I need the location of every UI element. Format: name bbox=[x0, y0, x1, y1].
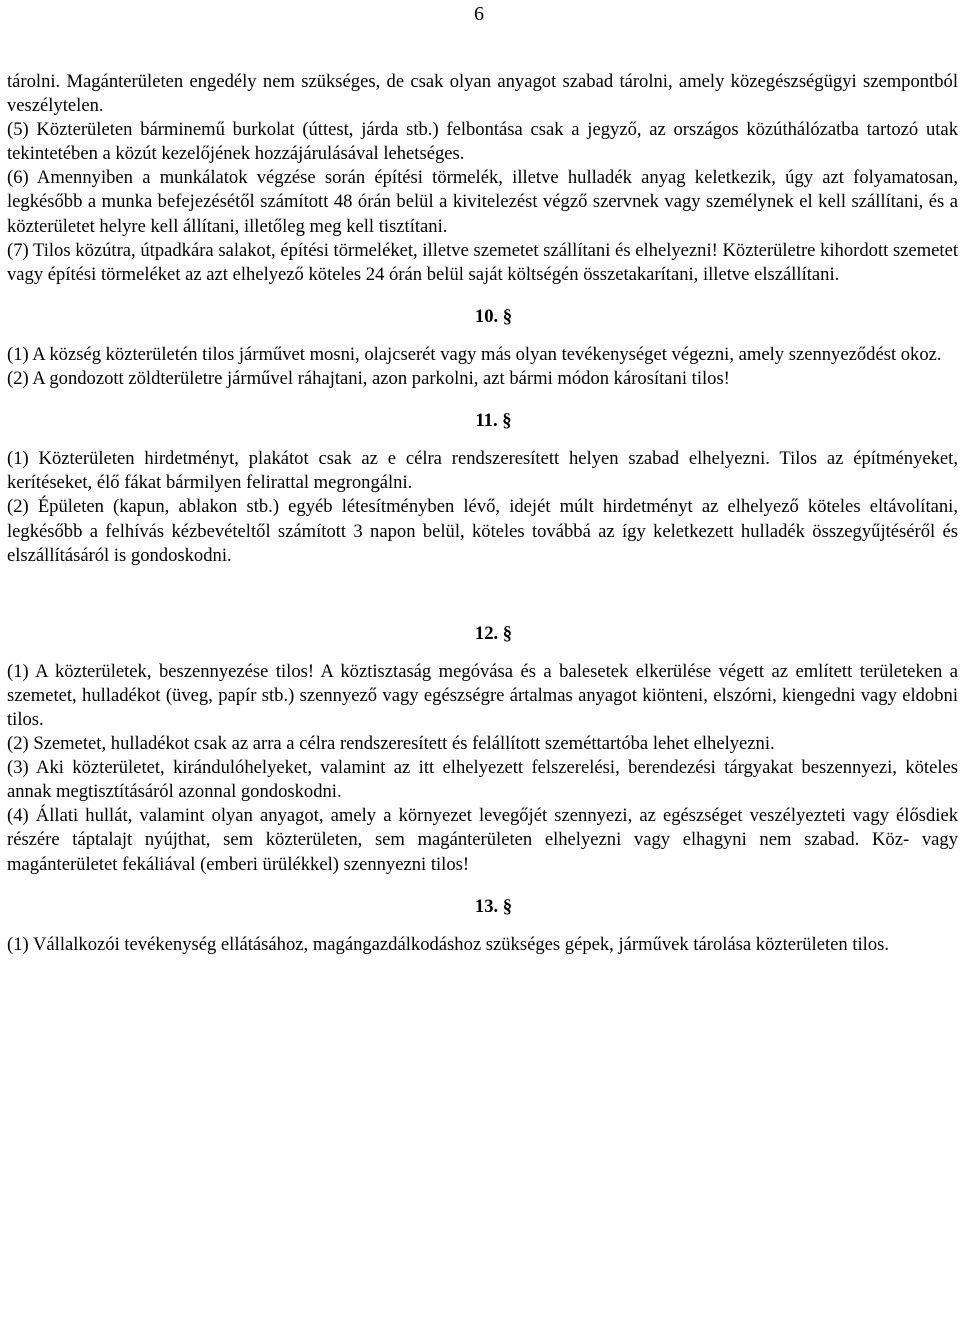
paragraph-continuation: tárolni. Magánterületen engedély nem szükséges, de csak olyan anyagot szabad tárolni, amely közegészségügyi szempontból veszélytelen. bbox=[7, 71, 958, 117]
section-symbol: § bbox=[502, 622, 513, 644]
paragraph-12-2: (2) Szemetet, hulladékot csak az arra a célra rendszeresített és felállított szeméttartóba lehet elhelyezni. bbox=[7, 733, 775, 755]
section-number: 12. bbox=[474, 622, 499, 644]
paragraph-9-7: (7) Tilos közútra, útpadkára salakot, építési törmeléket, illetve szemetet szállítani és elhelyezni! Közterületre kihordott szemetet vagy építési törmeléket az azt elhelyező köteles 24 órán belül saját költségén összetakarítani, illetve elszállítani. bbox=[7, 239, 958, 285]
document-body bbox=[7, 70, 958, 957]
paragraph-10-1: (1) A község közterületén tilos járművet mosni, olajcserét vagy más olyan tevékenységet végezni, amely szennyeződést okoz. bbox=[7, 343, 942, 365]
page-number: 6 bbox=[474, 3, 484, 25]
section-number: 13. bbox=[474, 895, 499, 917]
section-heading-13 bbox=[7, 895, 958, 919]
paragraph-10-2: (2) A gondozott zöldterületre járművel ráhajtani, azon parkolni, azt bármi módon károsítani tilos! bbox=[7, 368, 730, 390]
section-symbol: § bbox=[502, 410, 512, 432]
section-heading-10 bbox=[7, 305, 958, 329]
section-heading-12 bbox=[7, 622, 958, 646]
section-number: 10. bbox=[474, 305, 499, 327]
paragraph-12-3: (3) Aki közterületet, kirándulóhelyeket, valamint az itt elhelyezett felszerelési, berendezési tárgyakat beszennyezi, köteles annak megtisztításáról azonnal gondoskodni. bbox=[7, 757, 958, 803]
paragraph-11-1: (1) Közterületen hirdetményt, plakátot csak az e célra rendszeresített helyen szabad elhelyezni. Tilos az építményeket, kerítéseket, élő fákat bármilyen felirattal megrongálni. bbox=[7, 448, 958, 494]
section-heading-11 bbox=[7, 409, 958, 433]
paragraph-11-2: (2) Épületen (kapun, ablakon stb.) egyéb létesítményben lévő, idejét múlt hirdetményt az elhelyező köteles eltávolítani, legkésőbb a felhívás kézbevételtől számított 3 napon belül, köteles továbbá az így keletkezett hulladék összegyűjtéséről és elszállításáról is gondoskodni. bbox=[7, 496, 958, 566]
section-number: 11. bbox=[475, 410, 498, 432]
paragraph-9-6: (6) Amennyiben a munkálatok végzése során építési törmelék, illetve hulladék anyag keletkezik, úgy azt folyamatosan, legkésőbb a munka befejezésétől számított 48 órán belül a kivitelezést végző szervnek vagy személynek el kell szállítani, és a közterületet helyre kell állítani, illetőleg meg kell tisztítani. bbox=[7, 167, 958, 237]
paragraph-13-1: (1) Vállalkozói tevékenység ellátásához, magángazdálkodáshoz szükséges gépek, járművek tárolása közterületen tilos. bbox=[7, 933, 890, 955]
paragraph-9-5: (5) Közterületen bárminemű burkolat (úttest, járda stb.) felbontása csak a jegyző, az országos közúthálózatba tartozó utak tekintetében a közút kezelőjének hozzájárulásával lehetséges. bbox=[7, 119, 958, 165]
paragraph-12-1: (1) A közterületek, beszennyezése tilos! A köztisztaság megóvása és a balesetek elkerülése végett az említett területeken a szemetet, hulladékot (üveg, papír stb.) szennyező vagy egészségre ártalmas anyagot kiönteni, elszórni, kiengedni vagy eldobni tilos. bbox=[7, 660, 958, 730]
section-symbol: § bbox=[502, 305, 513, 327]
section-symbol: § bbox=[502, 895, 513, 917]
paragraph-12-4: (4) Állati hullát, valamint olyan anyagot, amely a környezet levegőjét szennyezi, az egészséget veszélyezteti vagy élősdiek részére táptalajt nyújthat, sem közterületen, sem magánterületen elhelyezni vagy elhagyni nem szabad. Köz- vagy magánterületet fekáliával (emberi ürülékkel) szennyezni tilos! bbox=[7, 805, 958, 875]
